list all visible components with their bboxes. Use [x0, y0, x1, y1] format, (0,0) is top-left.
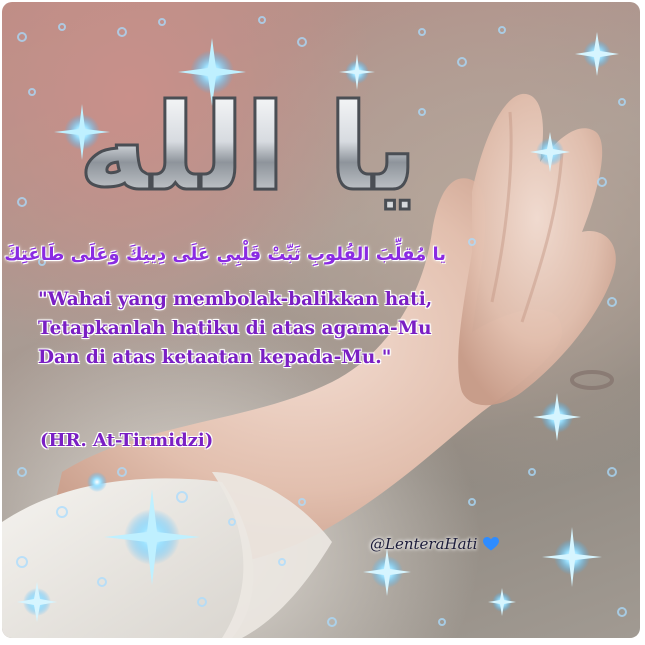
- right-hand: [458, 94, 616, 405]
- hadith-source: (HR. At-Tirmidzi): [40, 430, 214, 451]
- translation-line-1: "Wahai yang membolak-balikkan hati,: [38, 289, 433, 310]
- translation-line-2: Tetapkanlah hatiku di atas agama-Mu: [38, 318, 432, 339]
- ring: [572, 372, 612, 388]
- photo-card: [2, 2, 640, 638]
- watermark: [370, 535, 499, 553]
- translation-line-3: Dan di atas ketaatan kepada-Mu.": [38, 347, 392, 368]
- watermark-text: @LenteraHati: [370, 535, 478, 553]
- allah-calligraphy: [58, 54, 438, 224]
- translation-text: [38, 285, 432, 372]
- blue-heart-icon: [483, 537, 499, 551]
- arabic-prayer-text: يا مُقلِّبَ القُلوبِ ثَبِّتْ قَلْبِي عَلَى دِينِكَ وَعَلَى طَاعَتِكَ: [4, 244, 446, 265]
- calligraphy-text: يا الله: [78, 79, 418, 218]
